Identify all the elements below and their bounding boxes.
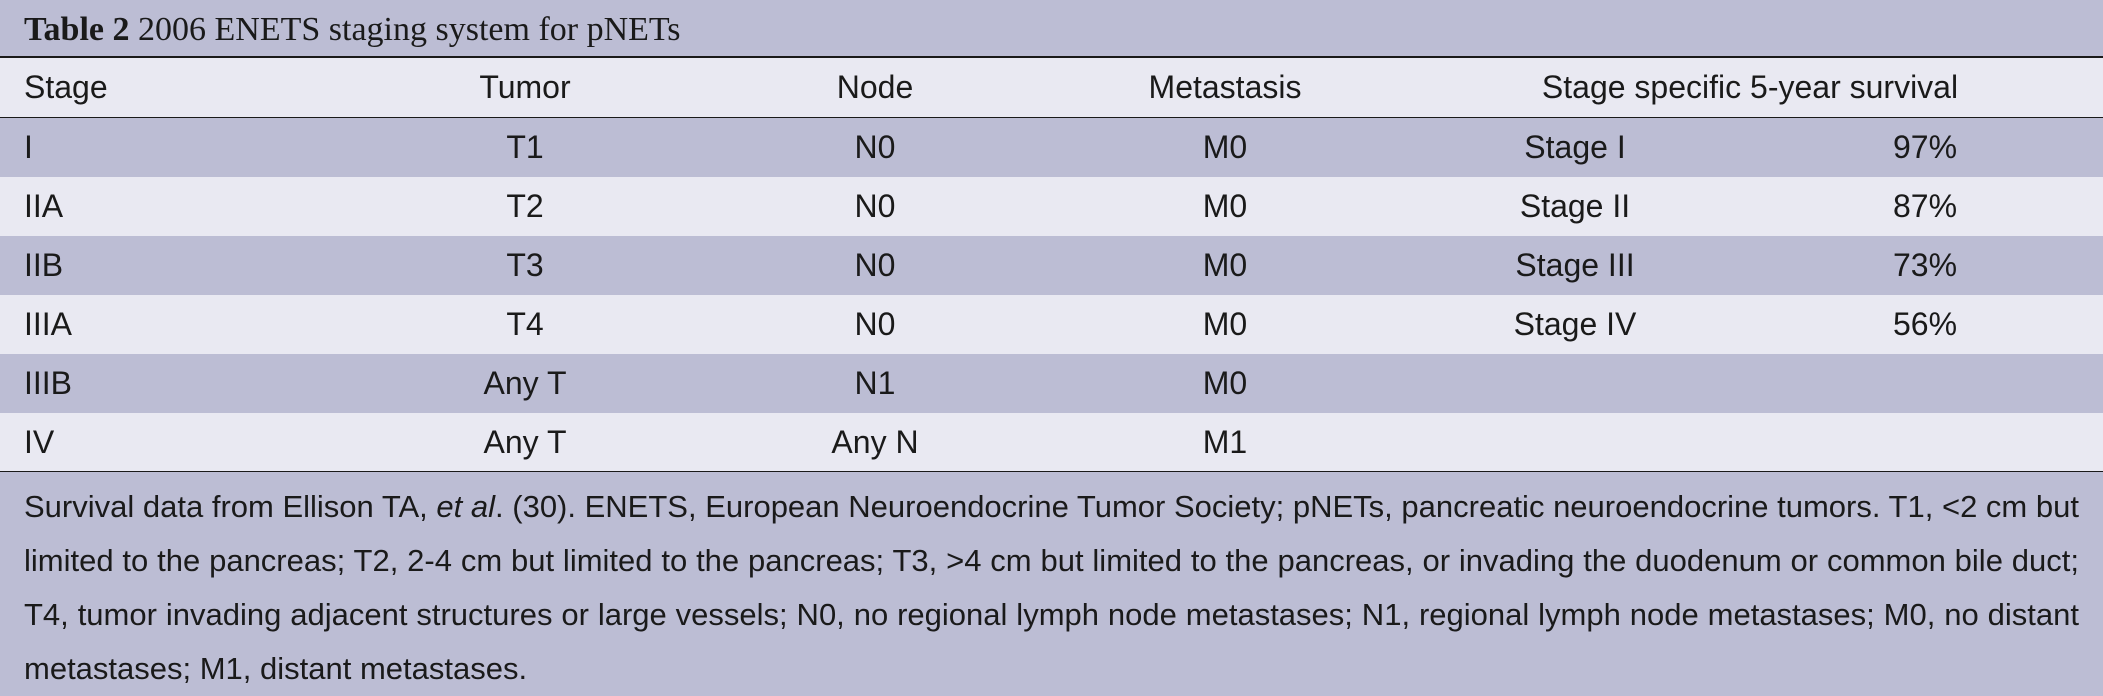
cell-tumor: T2 xyxy=(506,188,544,224)
footnote-text-start: Survival data from Ellison TA, xyxy=(24,489,437,524)
cell-metastasis: M0 xyxy=(1202,129,1248,165)
cell-metastasis: M0 xyxy=(1202,247,1248,283)
cell-metastasis: M1 xyxy=(1202,424,1248,460)
cell-stage: I xyxy=(24,129,33,165)
cell-node: N1 xyxy=(854,365,896,401)
header-node: Node xyxy=(836,69,914,105)
cell-tumor: T1 xyxy=(506,129,544,165)
cell-survival-pct: 87% xyxy=(1892,188,1958,224)
cell-metastasis: M0 xyxy=(1202,188,1248,224)
cell-node: N0 xyxy=(854,129,896,165)
cell-survival-stage: Stage I xyxy=(1524,129,1626,165)
cell-survival-stage: Stage IV xyxy=(1513,306,1637,342)
cell-node: N0 xyxy=(854,306,896,342)
table-header-row xyxy=(0,58,2103,117)
header-survival: Stage specific 5-year survival xyxy=(1541,69,1959,105)
header-tumor: Tumor xyxy=(479,69,571,105)
footnote-text-rest: . (30). ENETS, European Neuroendocrine Tumor Society; pNETs, pancreatic neuroendocrine tumors. T1, <2 cm but limited to the pancreas; T2, 2-4 cm but limited to the pancreas; T3, >4 cm but limited to the pancreas, or invading the duodenum or common bile duct; T4, tumor invading adjacent structures or large vessels; N0, no regional lymph node metastases; N1, regional lymph node metastases; M0, no distant metastases; M1, distant metastases. xyxy=(24,489,2079,686)
cell-survival-pct: 97% xyxy=(1892,129,1958,165)
cell-stage: IIIA xyxy=(24,306,73,342)
cell-node: Any N xyxy=(831,424,919,460)
cell-node: N0 xyxy=(854,247,896,283)
cell-stage: IV xyxy=(24,424,55,460)
table-row xyxy=(0,177,2103,236)
cell-metastasis: M0 xyxy=(1202,306,1248,342)
table-label: Table 2 xyxy=(24,11,130,48)
cell-tumor: T4 xyxy=(506,306,544,342)
header-stage: Stage xyxy=(24,69,108,105)
cell-survival-stage: Stage III xyxy=(1515,247,1635,283)
cell-node: N0 xyxy=(854,188,896,224)
table-row xyxy=(0,118,2103,177)
table-title xyxy=(0,0,2103,56)
table-row xyxy=(0,295,2103,354)
cell-stage: IIIB xyxy=(24,365,73,401)
cell-survival-pct: 56% xyxy=(1892,306,1958,342)
table-row xyxy=(0,236,2103,295)
cell-survival-stage: Stage II xyxy=(1519,188,1631,224)
footnote-italic: et al xyxy=(436,489,496,524)
cell-tumor: Any T xyxy=(483,424,567,460)
cell-survival-pct: 73% xyxy=(1892,247,1958,283)
cell-stage: IIB xyxy=(24,247,64,283)
cell-metastasis: M0 xyxy=(1202,365,1248,401)
cell-tumor: Any T xyxy=(483,365,567,401)
cell-stage: IIA xyxy=(24,188,64,224)
table-title-text: 2006 ENETS staging system for pNETs xyxy=(138,11,681,48)
table-row xyxy=(0,413,2103,472)
table-footnote xyxy=(0,472,2103,696)
header-metastasis: Metastasis xyxy=(1148,69,1302,105)
table-row xyxy=(0,354,2103,413)
cell-tumor: T3 xyxy=(506,247,544,283)
